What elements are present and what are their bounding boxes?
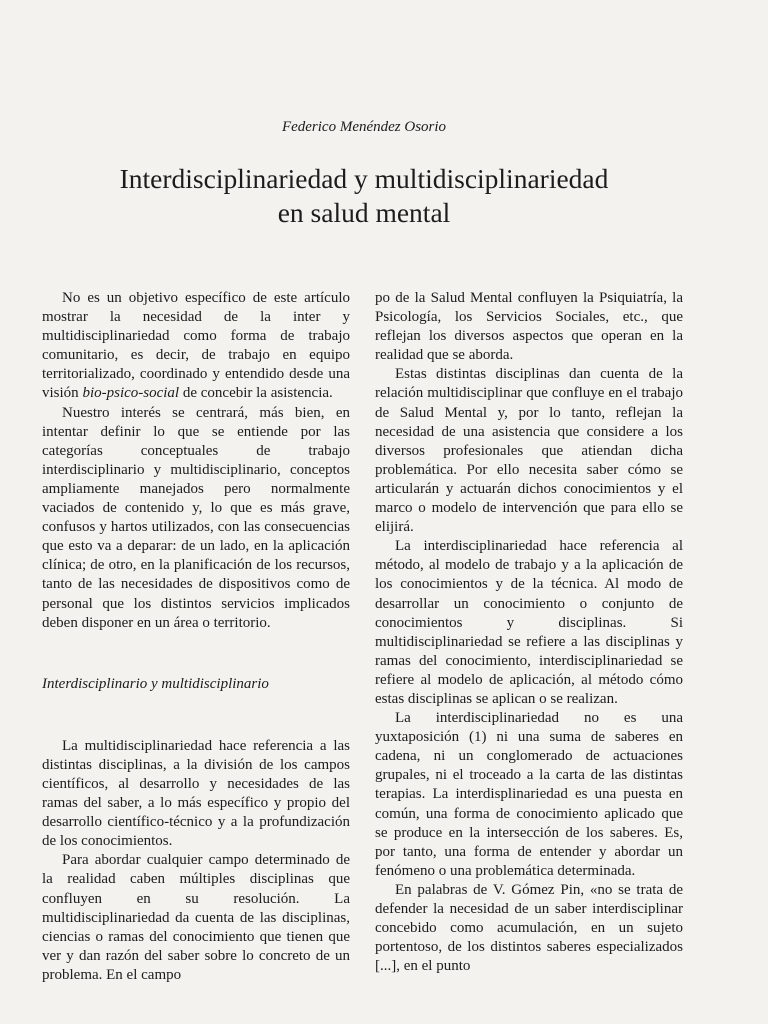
article-title (40, 162, 688, 230)
paragraph: Para abordar cualquier campo determinado de la realidad caben múltiples disciplinas que confluyen en su resolución. La multidisciplinariedad da cuenta de las disciplinas, ciencias o ramas del conocimiento que tienen que ver y dan razón del saber sobre lo concreto de un problema. En el campo (42, 852, 350, 983)
article-title-line-2: en salud mental (277, 197, 451, 228)
article-title-line-1: Interdisciplinariedad y multidisciplinariedad (119, 163, 609, 194)
paragraph-text: No es un objetivo específico de este artículo mostrar la necesidad de la inter y multidisciplinariedad como forma de trabajo comunitario, es decir, de trabajo en equipo territorializado, coordinado y entendido desde una visión (42, 290, 350, 402)
paragraph: Estas distintas disciplinas dan cuenta de la relación multidisciplinar que confluye en el trabajo de Salud Mental y, por lo tanto, reflejan la necesidad de una asistencia que considere a los diversos profesionales que atiendan dicha problemática. Por ello necesita saber cómo se articularán y actuarán dichos conocimientos y el marco o modelo de intervención que para ello se elijirá. (375, 366, 683, 536)
right-column (375, 289, 683, 976)
author-name: Federico Menéndez Osorio (281, 119, 447, 135)
paragraph: Nuestro interés se centrará, más bien, en intentar definir lo que se entiende por las categorías conceptuales de trabajo interdisciplinario y multidisciplinario, conceptos ampliamente manejados pero normalmente vaciados de contenido y, lo que es más grave, confusos y hartos utilizados, con las consecuencias que esto va a deparar: de un lado, en la aplicación clínica; de otro, en la planificación de los recursos, tanto de las necesidades de dispositivos como de personal que los distintos servicios implicados deben disponer en un área o territorio. (42, 404, 350, 631)
paragraph: En palabras de V. Gómez Pin, «no se trata de defender la necesidad de un saber interdisciplinar concebido como acumulación, en un sujeto portentoso, de los distintos saberes especializados [...], en el punto (375, 881, 683, 975)
paragraph: La interdisciplinariedad hace referencia al método, al modelo de trabajo y a la aplicación de los conocimientos y de la técnica. Al modo de desarrollar un conocimiento o conjunto de conocimientos y disciplinas. Si multidisciplinariedad se refiere a las disciplinas y ramas del conocimiento, interdisciplinariedad se refiere al modelo de aplicación, al método cómo estas disciplinas se aplican o se realizan. (375, 538, 683, 707)
paragraph: La multidisciplinariedad hace referencia a las distintas disciplinas, a la división de los campos científicos, al desarrollo y necesidades de las ramas del saber, a lo más específico y propio del desarrollo científico-técnico y a la profundización de los conocimientos. (42, 737, 350, 850)
section-heading: Interdisciplinario y multidisciplinario (42, 675, 269, 692)
paragraph: La interdisciplinariedad no es una yuxtaposición (1) ni una suma de saberes en cadena, ni un conglomerado de actuaciones grupales, ni el troceado a la carta de las distintas terapias. La interdisplinariedad es una puesta en común, una forma de conocimiento aplicado que se produce en la intersección de los saberes. Es, por tanto, una forma de entender y abordar un fenómeno o una problemática determinada. (375, 710, 683, 879)
left-column (42, 289, 350, 985)
paragraph: po de la Salud Mental confluyen la Psiquiatría, la Psicología, los Servicios Sociales, etc., que reflejan los diversos aspectos que operan en la realidad que se aborda. (375, 290, 683, 364)
paragraph (42, 289, 350, 404)
paragraph-italic-term: bio-psico-social (82, 385, 180, 402)
paragraph-text: de concebir la asistencia. (179, 385, 333, 402)
